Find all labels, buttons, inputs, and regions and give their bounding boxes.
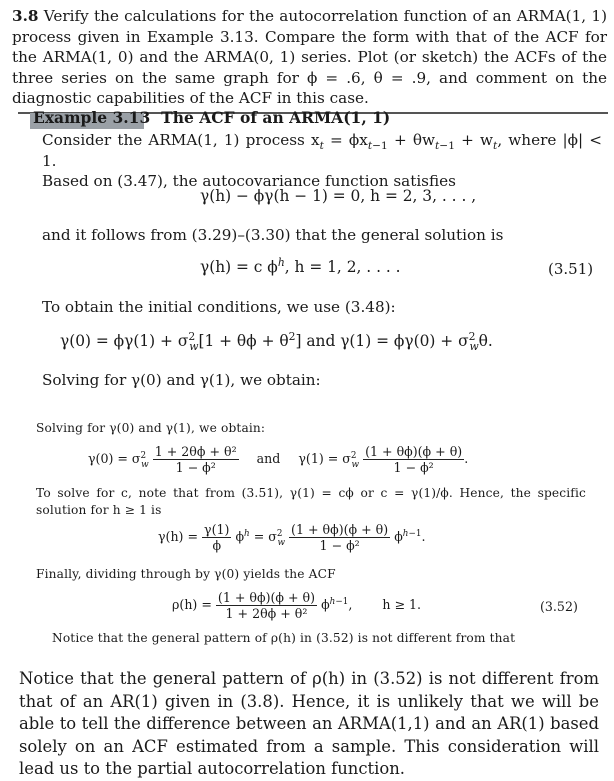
general-solution-text: and it follows from (3.29)–(3.30) that the general solution is [42, 226, 504, 244]
fraction-gamma-h: $\frac{(1 + \theta\phi)(\phi + \theta)}{\text{1 − ϕ²}}$ [291, 522, 389, 553]
solving-text: Solving for γ(0) and γ(1), we obtain: [42, 371, 321, 389]
equation-3-52: ρ(h) = $\frac{(1 + \theta\phi)(\phi + \theta)}{\text{1 + 2θϕ + θ²}}$ $\phi^{h-1}$, h ≥ 1. [172, 590, 422, 621]
fraction-gamma1: $\frac{(1 + \theta\phi)(\phi + \theta)}{\text{1 − ϕ²}}$ [365, 444, 463, 475]
closing-paragraph: Notice that the general pattern of ρ(h) in (3.52) is not different from that of an AR(1) given in (3.8). Hence, it is unlikely that we will be able to tell the difference between an ARMA(1,1) and an AR(1) based solely on an ACF estimated from a sample. This consideration will lead us to the partial autocorrelation function. [19, 669, 599, 778]
equation-gamma0-gamma1: $\gamma(0) = \sigma^2_w$ $\frac{\text{1 + 2θϕ + θ²}}{\text{1 − ϕ²}}$ and $\gamma(1) = \sigma^2_w$ $\frac{(1 + \theta\phi)(\phi + \theta)}{\text{1 − ϕ²}}$ . [88, 444, 469, 475]
problem-number: 3.8 [12, 7, 39, 25]
equation-recursion: γ(h) − ϕγ(h − 1) = 0, h = 2, 3, . . . , [200, 187, 477, 205]
equation-number-3-52: (3.52) [540, 599, 578, 614]
example-label: Example 3.13 [33, 108, 151, 127]
notice-small-text: Notice that the general pattern of ρ(h) in (3.52) is not different from that [52, 631, 516, 645]
equation-gamma-h: γ(h) = $\frac{\gamma(1)}{\phi}$ $\phi^h = \sigma^2_w$ $\frac{(1 + \theta\phi)(\phi + \theta)}{\text{1 − ϕ²}}$ $\phi^{h-1}$. [158, 522, 426, 553]
equation-3-51: γ(h) = c $\phi^h$, h = 1, 2, . . . . [200, 255, 401, 276]
fraction-gamma0: $\frac{\text{1 + 2θϕ + θ²}}{\text{1 − ϕ²}}$ [154, 444, 237, 475]
example-header [33, 108, 390, 127]
initial-conditions-text: To obtain the initial conditions, we use (3.48): [42, 298, 396, 316]
equation-initial-conditions: $\gamma(0) = \phi\gamma(1) + \sigma^2_w[1 + \theta\phi + \theta^2]$ and $\gamma(1) = \phi\gamma(0) + \sigma^2_w\theta$. [60, 329, 493, 354]
small-solving-text: Solving for γ(0) and γ(1), we obtain: [36, 421, 266, 435]
fraction-rho: $\frac{(1 + \theta\phi)(\phi + \theta)}{\text{1 + 2θϕ + θ²}}$ [217, 590, 316, 621]
example-title: The ACF of an ARMA(1, 1) [161, 108, 391, 127]
equation-number-3-51: (3.51) [548, 260, 594, 278]
solve-for-c-text: To solve for c, note that from (3.51), γ(1) = cϕ or c = γ(1)/ϕ. Hence, the specific solution for h ≥ 1 is [36, 486, 586, 517]
problem-3-8 [12, 6, 607, 109]
fraction-gamma1-over-phi: $\frac{\gamma(1)}{\phi}$ [204, 522, 230, 553]
problem-text: Verify the calculations for the autocorrelation function of an ARMA(1, 1) process given in Example 3.13. Compare the form with that of the ACF for the ARMA(1, 0) and the ARMA(0, 1) series. Plot (or sketch) the ACFs of the three series on the same graph for ϕ = .6, θ = .9, and comment on the diagnostic capabilities of the ACF in this case. [12, 7, 607, 107]
finally-text: Finally, dividing through by γ(0) yields the ACF [36, 567, 336, 581]
example-intro: Consider the ARMA(1, 1) process $x_t = \phi x_{t-1} + \theta w_{t-1} + w_t$, where |ϕ| < 1. Based on (3.47), the autocovariance function satisfies [42, 131, 602, 190]
